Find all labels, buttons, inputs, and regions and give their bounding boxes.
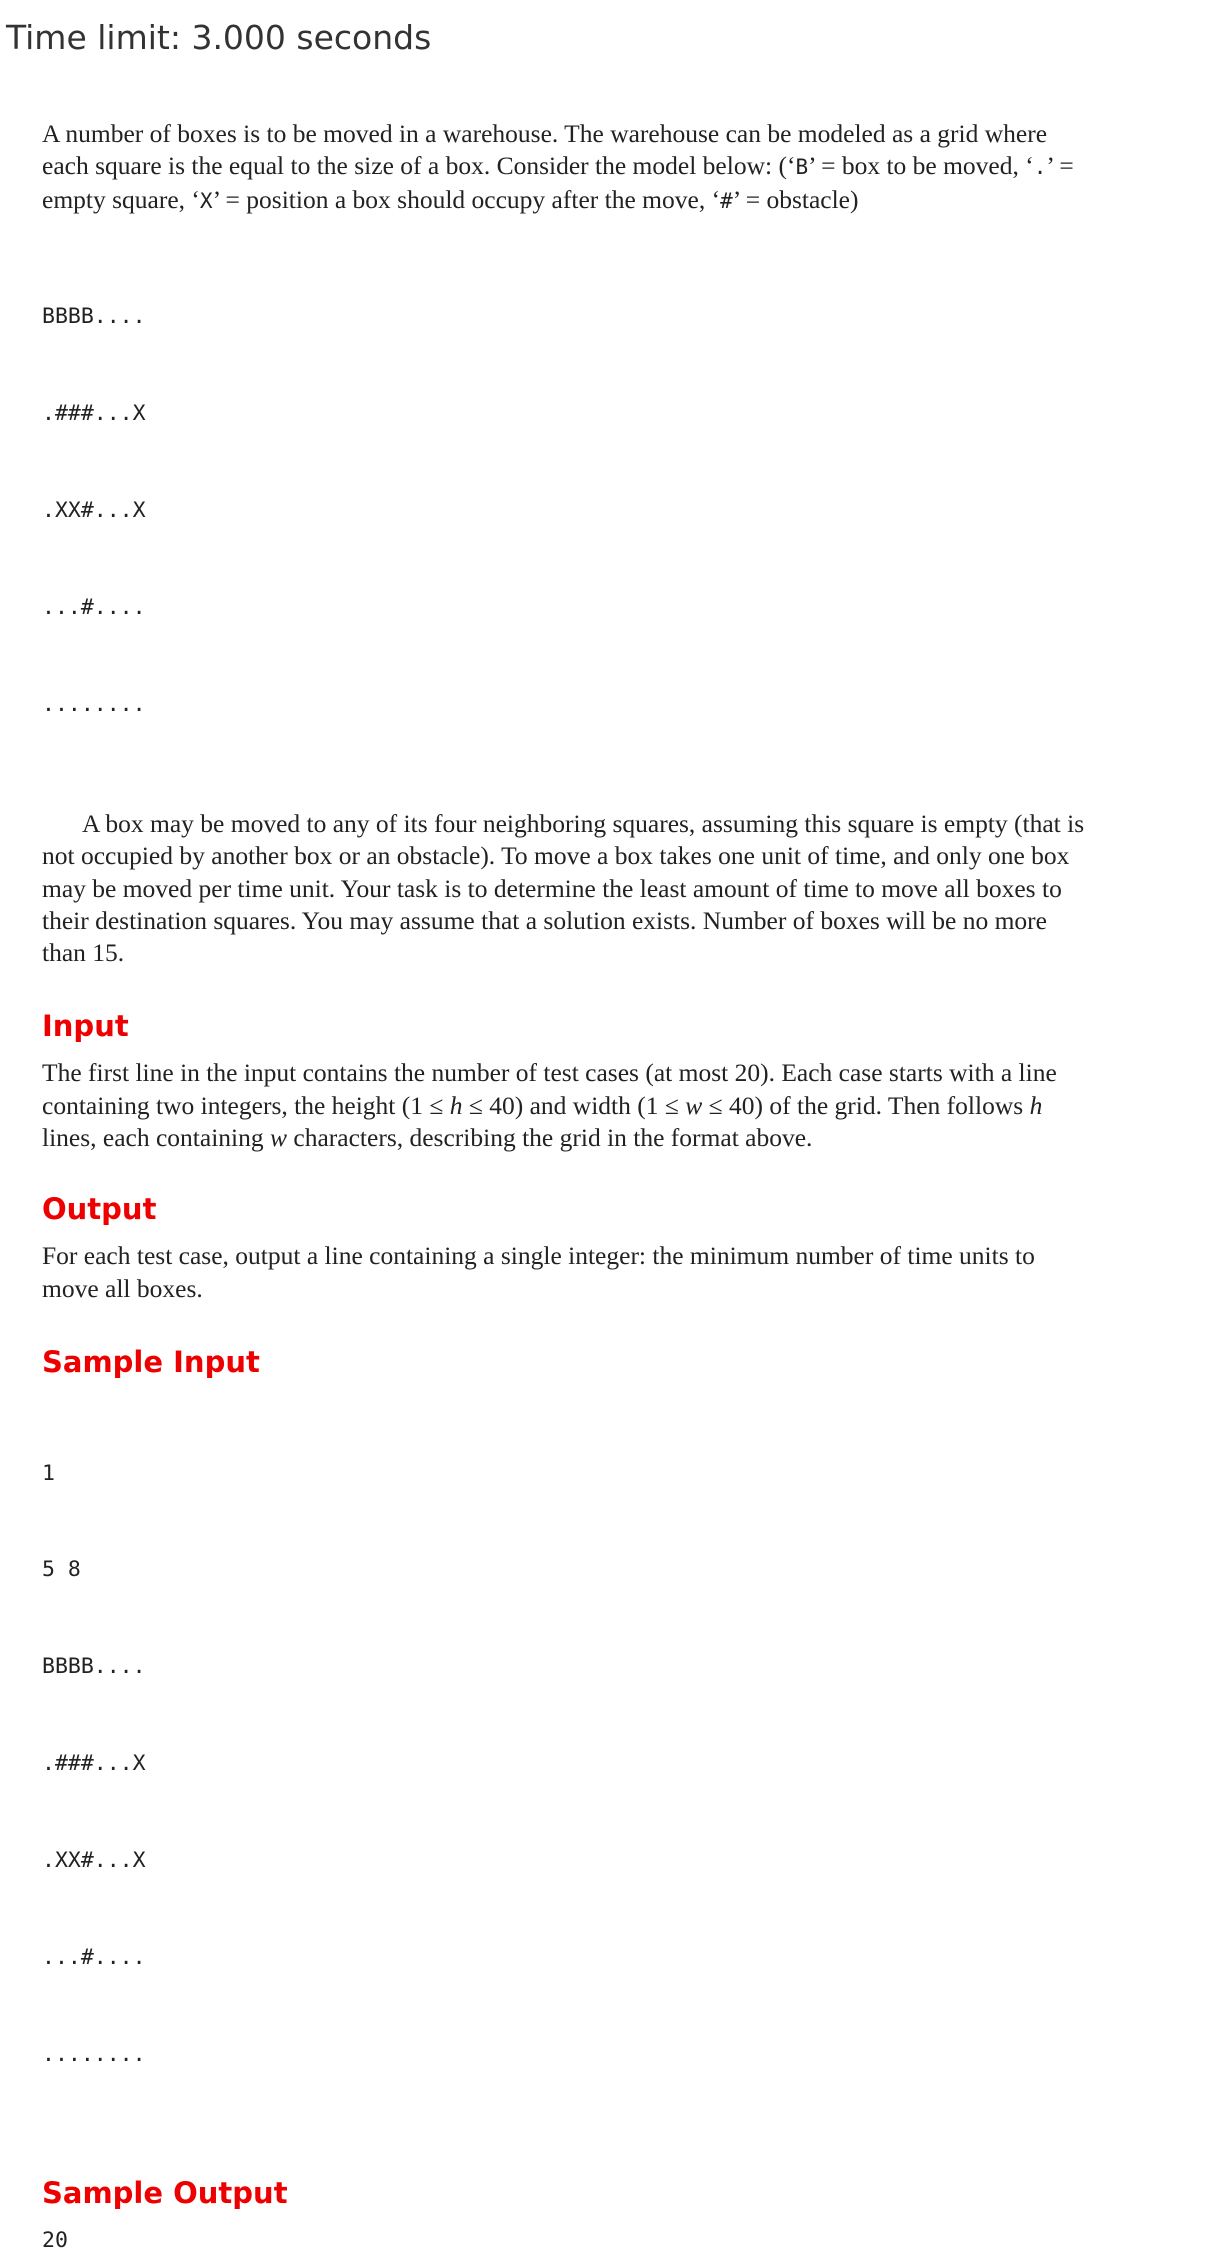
input-heading: Input bbox=[42, 1009, 129, 1044]
rules-paragraph bbox=[42, 808, 1223, 969]
rules-line-2: not occupied by another box or an obstacle). To move a box takes one unit of time, and only one box bbox=[42, 841, 1070, 871]
output-paragraph bbox=[42, 1240, 1223, 1305]
intro-line-2: each square is the equal to the size of a box. Consider the model below: (‘B’ = box to be moved, ‘.’ = bbox=[42, 151, 1074, 181]
grid-example bbox=[42, 237, 1223, 786]
intro-line-1: A number of boxes is to be moved in a warehouse. The warehouse can be modeled as a grid where bbox=[42, 119, 1048, 148]
input-line-3: lines, each containing w characters, describing the grid in the format above. bbox=[42, 1123, 813, 1153]
rules-line-1: A box may be moved to any of its four neighboring squares, assuming this square is empty (that is bbox=[82, 808, 1085, 838]
sample-input-heading: Sample Input bbox=[42, 1344, 260, 1379]
sample-input-line: .XX#...X bbox=[42, 1848, 146, 1874]
rules-line-3: may be moved per time unit. Your task is to determine the least amount of time to move all boxes to bbox=[42, 873, 1062, 903]
intro-line-3: empty square, ‘X’ = position a box should occupy after the move, ‘#’ = obstacle) bbox=[42, 184, 859, 214]
sample-input-block bbox=[42, 1393, 1223, 2136]
input-line-1: The first line in the input contains the number of test cases (at most 20). Each case starts with a line bbox=[42, 1058, 1057, 1088]
grid-row: ........ bbox=[42, 692, 146, 718]
problem-statement bbox=[42, 118, 1223, 2253]
input-line-2: containing two integers, the height (1 ≤ h ≤ 40) and width (1 ≤ w ≤ 40) of the grid. Then follows h bbox=[42, 1090, 1043, 1120]
sample-input-line: ........ bbox=[42, 2041, 146, 2067]
rules-line-4: their destination squares. You may assume that a solution exists. Number of boxes will be no more bbox=[42, 905, 1047, 935]
time-limit: Time limit: 3.000 seconds bbox=[6, 18, 432, 57]
grid-row: .XX#...X bbox=[42, 498, 146, 524]
sample-input-line: ...#.... bbox=[42, 1944, 146, 1970]
sample-output-value: 20 bbox=[42, 2227, 68, 2253]
sample-input-line: BBBB.... bbox=[42, 1654, 146, 1680]
intro-paragraph bbox=[42, 118, 1223, 217]
output-heading: Output bbox=[42, 1192, 157, 1227]
grid-row: .###...X bbox=[42, 401, 146, 427]
sample-input-line: 1 bbox=[42, 1460, 55, 1486]
output-line-1: For each test case, output a line containing a single integer: the minimum number of time units to bbox=[42, 1241, 1035, 1271]
sample-output-heading: Sample Output bbox=[42, 2175, 288, 2210]
sample-input-line: 5 8 bbox=[42, 1557, 81, 1583]
grid-row: ...#.... bbox=[42, 595, 146, 621]
rules-line-5: than 15. bbox=[42, 938, 125, 968]
output-line-2: move all boxes. bbox=[42, 1273, 203, 1303]
sample-input-line: .###...X bbox=[42, 1751, 146, 1777]
input-paragraph bbox=[42, 1057, 1223, 1154]
grid-row: BBBB.... bbox=[42, 304, 146, 330]
